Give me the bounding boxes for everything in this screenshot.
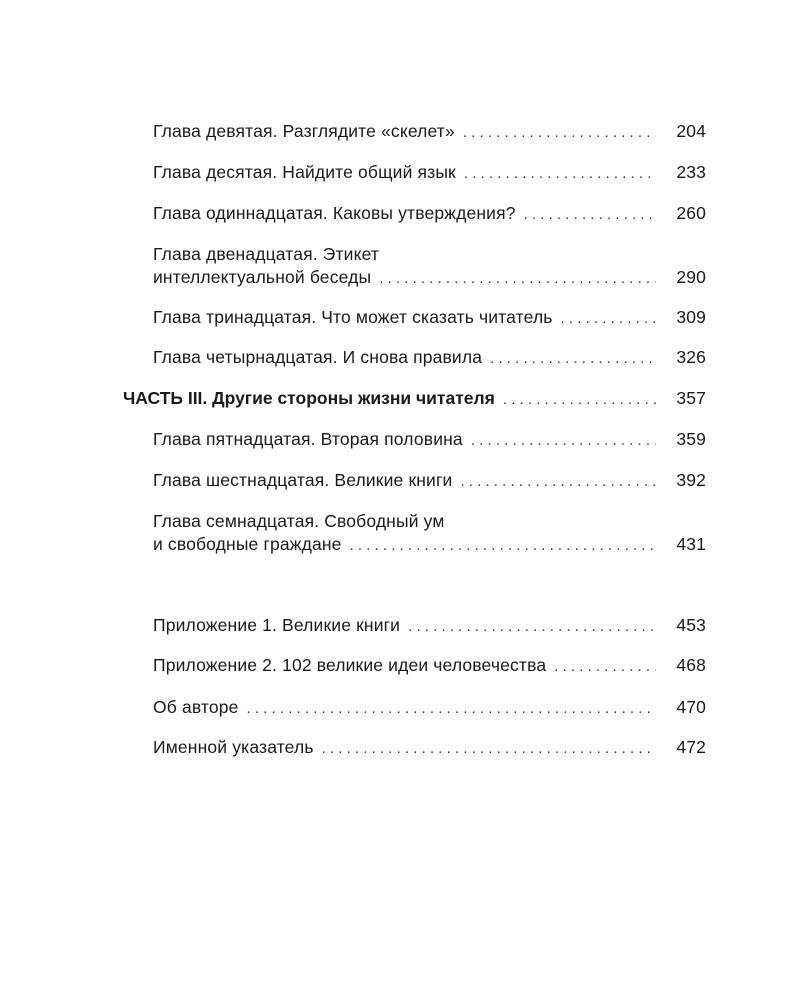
toc-entry-chapter-17[interactable]	[153, 510, 706, 557]
dot-leader	[464, 162, 656, 185]
dot-leader	[503, 388, 656, 411]
toc-entry-title: Глава тринадцатая. Что может сказать читатель	[153, 307, 553, 327]
toc-page-number: 260	[676, 203, 706, 223]
toc-page-number: 392	[676, 470, 706, 490]
toc-entry-chapter-14[interactable]	[153, 346, 706, 370]
toc-page-number: 290	[676, 267, 706, 287]
toc-entry-title: Глава шестнадцатая. Великие книги	[153, 470, 453, 490]
toc-page-number: 326	[676, 347, 706, 367]
toc-page-number: 453	[676, 615, 706, 635]
dot-leader	[350, 534, 656, 557]
toc-entry-name-index[interactable]	[153, 736, 706, 760]
toc-page-number: 470	[676, 697, 706, 717]
dot-leader	[561, 307, 656, 330]
toc-page-number: 204	[676, 121, 706, 141]
toc-page-number: 309	[676, 307, 706, 327]
toc-entry-chapter-15[interactable]	[153, 428, 706, 452]
toc-entry-title: Об авторе	[153, 697, 239, 717]
toc-entry-chapter-9[interactable]	[153, 120, 706, 144]
toc-entry-title-line2: и свободные граждане	[153, 534, 342, 554]
toc-entry-appendix-1[interactable]	[153, 614, 706, 638]
toc-page-number: 472	[676, 737, 706, 757]
toc-entry-title-line2: интеллектуальной беседы	[153, 267, 372, 287]
dot-leader	[463, 121, 656, 144]
toc-entry-title: Глава четырнадцатая. И снова правила	[153, 347, 483, 367]
toc-part-title: ЧАСТЬ III. Другие стороны жизни читателя	[123, 388, 495, 408]
toc-entry-title: Именной указатель	[153, 737, 314, 757]
toc-entry-title: Глава пятнадцатая. Вторая половина	[153, 429, 463, 449]
toc-entry-title-line1: Глава семнадцатая. Свободный ум	[153, 511, 445, 531]
dot-leader	[379, 267, 656, 290]
toc-page-number: 233	[676, 162, 706, 182]
toc-page-number: 359	[676, 429, 706, 449]
toc-entry-chapter-10[interactable]	[153, 161, 706, 185]
toc-entry-title: Глава девятая. Разглядите «скелет»	[153, 121, 455, 141]
dot-leader	[460, 470, 656, 493]
toc-entry-title: Приложение 2. 102 великие идеи человечества	[153, 655, 547, 675]
dot-leader	[322, 737, 656, 760]
toc-entry-title-line1: Глава двенадцатая. Этикет	[153, 244, 380, 264]
toc-entry-part-3[interactable]	[123, 387, 706, 411]
toc-entry-title: Глава одиннадцатая. Каковы утверждения?	[153, 203, 516, 223]
toc-entry-chapter-13[interactable]	[153, 306, 706, 330]
toc-entry-chapter-11[interactable]	[153, 202, 706, 226]
dot-leader	[247, 697, 656, 720]
toc-entry-chapter-16[interactable]	[153, 469, 706, 493]
toc-page-number: 468	[676, 655, 706, 675]
dot-leader	[408, 615, 656, 638]
dot-leader	[471, 429, 656, 452]
toc-entry-about-author[interactable]	[153, 696, 706, 720]
toc-entry-appendix-2[interactable]	[153, 654, 706, 678]
toc-page-number: 431	[676, 534, 706, 554]
toc-page-number: 357	[676, 388, 706, 408]
dot-leader	[490, 347, 656, 370]
dot-leader	[524, 203, 656, 226]
toc-entry-title: Приложение 1. Великие книги	[153, 615, 401, 635]
dot-leader	[554, 655, 656, 678]
toc-entry-title: Глава десятая. Найдите общий язык	[153, 162, 456, 182]
toc-entry-chapter-12[interactable]	[153, 243, 706, 290]
